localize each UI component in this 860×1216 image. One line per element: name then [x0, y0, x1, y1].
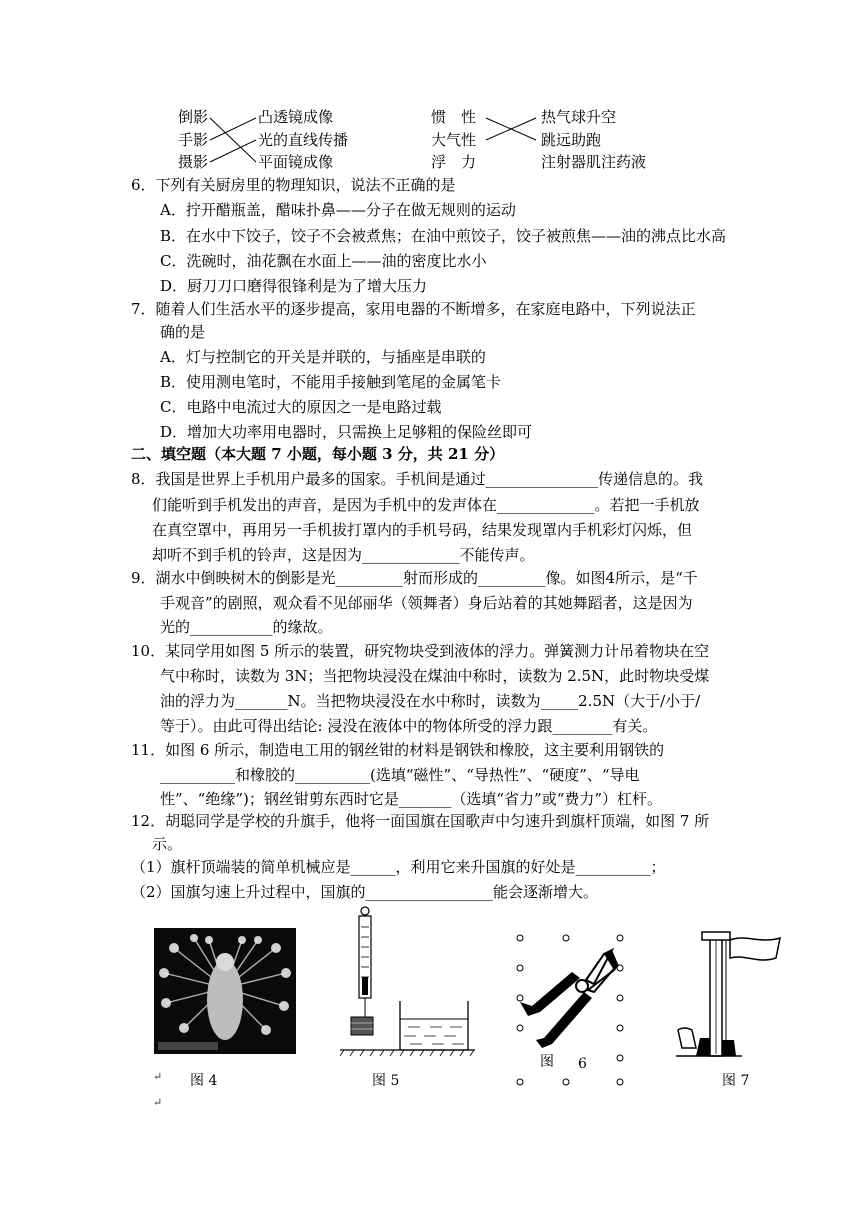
q7-stem-line2: 确的是	[160, 323, 206, 341]
q11-line2: __________和橡胶的__________(选填“磁性”、“导热性”、“硬度”、“导电	[160, 766, 640, 784]
figure-6-caption-number: 6	[578, 1056, 587, 1072]
figure-7-caption: 图 7	[722, 1073, 750, 1089]
q9-line3: 光的___________的缘故。	[160, 618, 333, 636]
figure-4-photo	[154, 928, 296, 1054]
q9-line1: 9．湖水中倒映树木的倒影是光_________射而形成的_________像。如图4所示，是“千	[131, 569, 698, 587]
figure-7-flagpole	[676, 930, 786, 1060]
q12-line1: 12．胡聪同学是学校的升旗手，他将一面国旗在国歌声中匀速升到旗杆顶端，如图 7 所	[131, 812, 710, 830]
q9-line2: 手观音”的剧照，观众看不见邰丽华（领舞者）身后站着的其她舞蹈者，这是因为	[160, 594, 693, 612]
figure-5-caption: 图 5	[372, 1073, 400, 1089]
q6-option-b: B．在水中下饺子，饺子不会被煮焦；在油中煎饺子，饺子被煎焦——油的沸点比水高	[160, 227, 727, 245]
para-mark: ↵	[153, 1096, 163, 1109]
q6-option-a: A．拧开醋瓶盖，醋味扑鼻——分子在做无规则的运动	[160, 201, 516, 219]
q10-line1: 10．某同学用如图 5 所示的装置，研究物块受到液体的浮力。弹簧测力计吊着物块在空	[131, 642, 710, 660]
q8-line1: 8．我国是世界上手机用户最多的国家。手机间是通过_______________传递信息的。我	[131, 470, 704, 488]
matching-lines-1	[208, 110, 260, 166]
figure-5-apparatus	[340, 905, 475, 1060]
match-right-2: 光的直线传播	[258, 131, 349, 149]
matching-lines-2	[484, 110, 540, 166]
q7-stem-line1: 7．随着人们生活水平的逐步提高，家用电器的不断增多，在家庭电路中，下列说法正	[131, 300, 696, 318]
q12-line2: 示。	[152, 835, 183, 853]
q8-line3: 在真空罩中，再用另一手机拔打罩内的手机号码，结果发现罩内手机彩灯闪烁，但	[152, 521, 693, 539]
q7-option-a: A．灯与控制它的开关是并联的，与插座是串联的	[160, 348, 486, 366]
match-right-6: 注射器肌注药液	[541, 153, 647, 171]
q12-sub1: （1）旗杆顶端装的简单机械应是______，利用它来升国旗的好处是__________；	[131, 858, 666, 876]
match-left-3: 摄影	[178, 153, 209, 171]
q11-line1: 11．如图 6 所示，制造电工用的钢丝钳的材料是钢铁和橡胶，这主要利用钢铁的	[131, 741, 665, 759]
match-left-5: 大气性	[431, 131, 477, 149]
match-left-4: 惯 性	[431, 108, 477, 126]
match-right-1: 凸透镜成像	[258, 108, 334, 126]
q10-line4: 等于）。由此可得出结论: 浸没在液体中的物体所受的浮力跟________有关。	[160, 717, 658, 735]
q12-sub2: （2）国旗匀速上升过程中，国旗的_________________能会逐渐增大。	[131, 883, 599, 901]
match-left-6: 浮 力	[431, 153, 477, 171]
match-right-5: 跳远助跑	[541, 131, 602, 149]
section-heading: 二、填空题（本大题 7 小题，每小题 3 分，共 21 分）	[131, 445, 505, 463]
figure-6-pliers	[490, 920, 640, 1095]
q6-option-d: D．厨刀刀口磨得很锋利是为了增大压力	[160, 277, 428, 295]
q7-option-b: B．使用测电笔时，不能用手接触到笔尾的金属笔卡	[160, 373, 502, 391]
q11-line3: 性”、“绝缘”)；钢丝钳剪东西时它是_______（选填“省力”或“费力”）杠杆。	[160, 790, 663, 808]
q6-option-c: C．洗碗时，油花飘在水面上——油的密度比水小	[160, 252, 487, 270]
match-right-4: 热气球升空	[541, 108, 617, 126]
figure-6-caption-prefix: 图	[540, 1054, 554, 1070]
q8-line2: 们能听到手机发出的声音，是因为手机中的发声体在_____________。若把一手机放	[152, 496, 700, 514]
q10-line2: 气中称时，读数为 3N；当把物块浸没在煤油中称时，读数为 2.5N，此时物块受煤	[160, 667, 710, 685]
q6-stem: 6．下列有关厨房里的物理知识，说法不正确的是	[131, 176, 456, 194]
q7-option-c: C．电路中电流过大的原因之一是电路过载	[160, 398, 442, 416]
q8-line4: 却听不到手机的铃声，这是因为_____________不能传声。	[152, 546, 535, 564]
q10-line3: 油的浮力为_______N。当把物块浸没在水中称时，读数为_____2.5N（大于/小于/	[160, 692, 701, 710]
match-right-3: 平面镜成像	[258, 153, 334, 171]
para-mark: ↵	[153, 1070, 163, 1083]
match-left-2: 手影	[178, 131, 209, 149]
figure-4-caption: 图 4	[190, 1073, 218, 1089]
q7-option-d: D．增加大功率用电器时，只需换上足够粗的保险丝即可	[160, 423, 533, 441]
match-left-1: 倒影	[178, 108, 209, 126]
